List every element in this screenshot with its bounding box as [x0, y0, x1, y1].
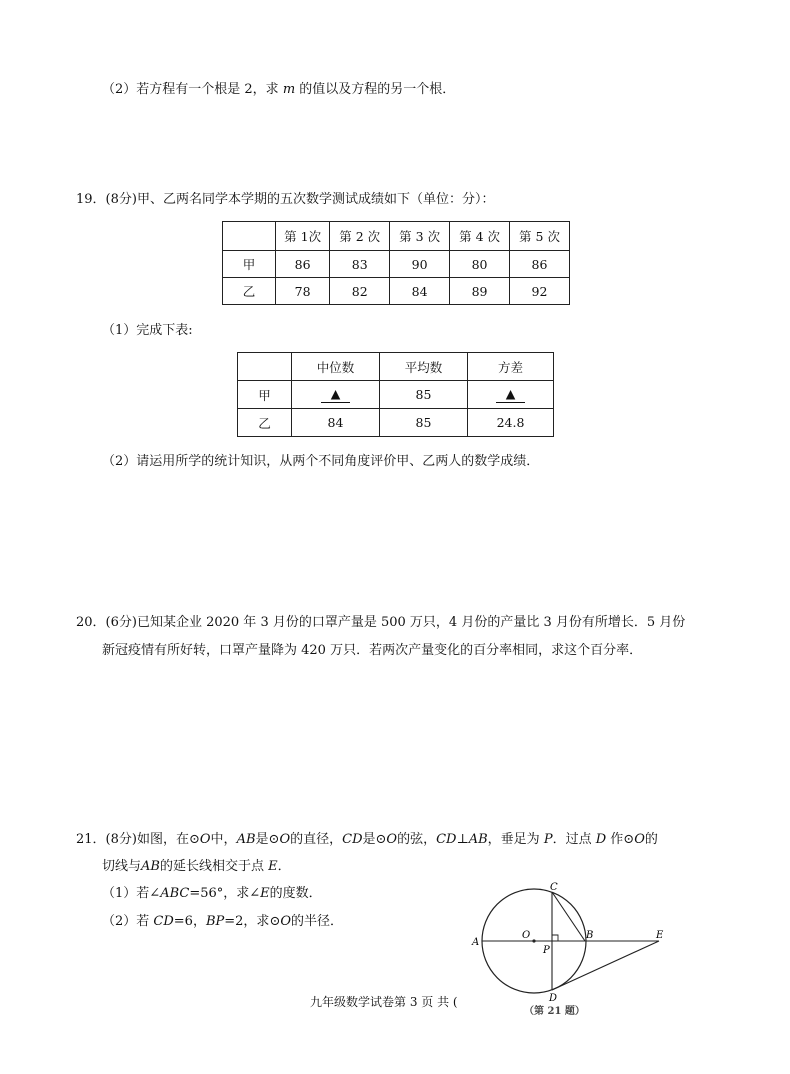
- table-cell: 84: [292, 409, 380, 437]
- q20-line2: 新冠疫情有所好转，口罩产量降为 420 万只．若两次产量变化的百分率相同，求这个百分率．: [102, 643, 643, 658]
- perpendicular-symbol: ⊥: [456, 832, 469, 847]
- table-cell: 84: [390, 278, 450, 305]
- label-b: B: [586, 930, 594, 941]
- table-cell: 乙: [238, 409, 292, 437]
- q19-header: 19．(8分)甲、乙两名同学本学期的五次数学测试成绩如下（单位：分）：: [76, 192, 495, 207]
- label-e: E: [656, 930, 664, 941]
- label-o: O: [522, 930, 531, 941]
- table-cell: 78: [276, 278, 330, 305]
- angle-symbol: ∠: [149, 886, 161, 901]
- page-footer: 九年级数学试卷第 3 页 共 (: [310, 995, 458, 1009]
- center-point: [532, 939, 535, 942]
- table-cell: 第 2 次: [330, 222, 390, 251]
- table-cell: 24.8: [468, 409, 554, 437]
- table-cell: 83: [330, 251, 390, 278]
- table-cell: 80: [450, 251, 510, 278]
- table-cell: 92: [510, 278, 570, 305]
- table-cell: 第 5 次: [510, 222, 570, 251]
- label-p: P: [543, 945, 550, 956]
- table-cell: 中位数: [292, 353, 380, 381]
- table-cell: 85: [380, 381, 468, 409]
- table-cell: 86: [510, 251, 570, 278]
- q21-line1: 21．(8分)如图，在⊙O中，AB是⊙O的直径，CD是⊙O的弦，CD⊥AB，垂足为 P．过点 D 作⊙O的: [76, 832, 658, 847]
- circle-symbol: ⊙: [375, 832, 387, 847]
- table-cell: 第 4 次: [450, 222, 510, 251]
- q21-line2: 切线与AB的延长线相交于点 E．: [102, 859, 291, 874]
- circle-symbol: ⊙: [268, 832, 280, 847]
- table-cell: 甲: [223, 251, 276, 278]
- label-c: C: [550, 882, 558, 893]
- q19-part1: （1）完成下表:: [102, 323, 193, 338]
- angle-symbol: ∠: [249, 886, 261, 901]
- table-cell: 第 3 次: [390, 222, 450, 251]
- figure-caption: （第 21 题）: [524, 1006, 585, 1017]
- right-angle-mark: [552, 935, 558, 941]
- label-a: A: [472, 937, 480, 948]
- circle-symbol: ⊙: [188, 832, 200, 847]
- answer-blank: ▲: [496, 387, 526, 403]
- table-cell: 82: [330, 278, 390, 305]
- table-cell: 甲: [238, 381, 292, 409]
- q20-line1: 20．(6分)已知某企业 2020 年 3 月份的口罩产量是 500 万只，4 月份的产量比 3 月份有所增长．5 月份: [76, 615, 686, 630]
- q19-part2: （2）请运用所学的统计知识，从两个不同角度评价甲、乙两人的数学成绩．: [102, 454, 540, 469]
- q21-part1: （1）若∠ABC=56°，求∠E的度数．: [102, 886, 322, 901]
- table-cell: 方差: [468, 353, 554, 381]
- table-cell: 乙: [223, 278, 276, 305]
- table-cell: 89: [450, 278, 510, 305]
- q18-part2: （2）若方程有一个根是 2，求 m 的值以及方程的另一个根．: [102, 82, 456, 97]
- table-cell: 第 1次: [276, 222, 330, 251]
- table-cell: 85: [380, 409, 468, 437]
- label-d: D: [549, 993, 558, 1004]
- q21-part2: （2）若 CD=6，BP=2，求⊙O的半径．: [102, 914, 344, 929]
- table-cell: 平均数: [380, 353, 468, 381]
- answer-blank: ▲: [321, 387, 351, 403]
- table-cell: 86: [276, 251, 330, 278]
- circle-symbol: ⊙: [269, 914, 281, 929]
- table-cell: 90: [390, 251, 450, 278]
- tangent-de: [552, 941, 659, 990]
- circle-symbol: ⊙: [623, 832, 635, 847]
